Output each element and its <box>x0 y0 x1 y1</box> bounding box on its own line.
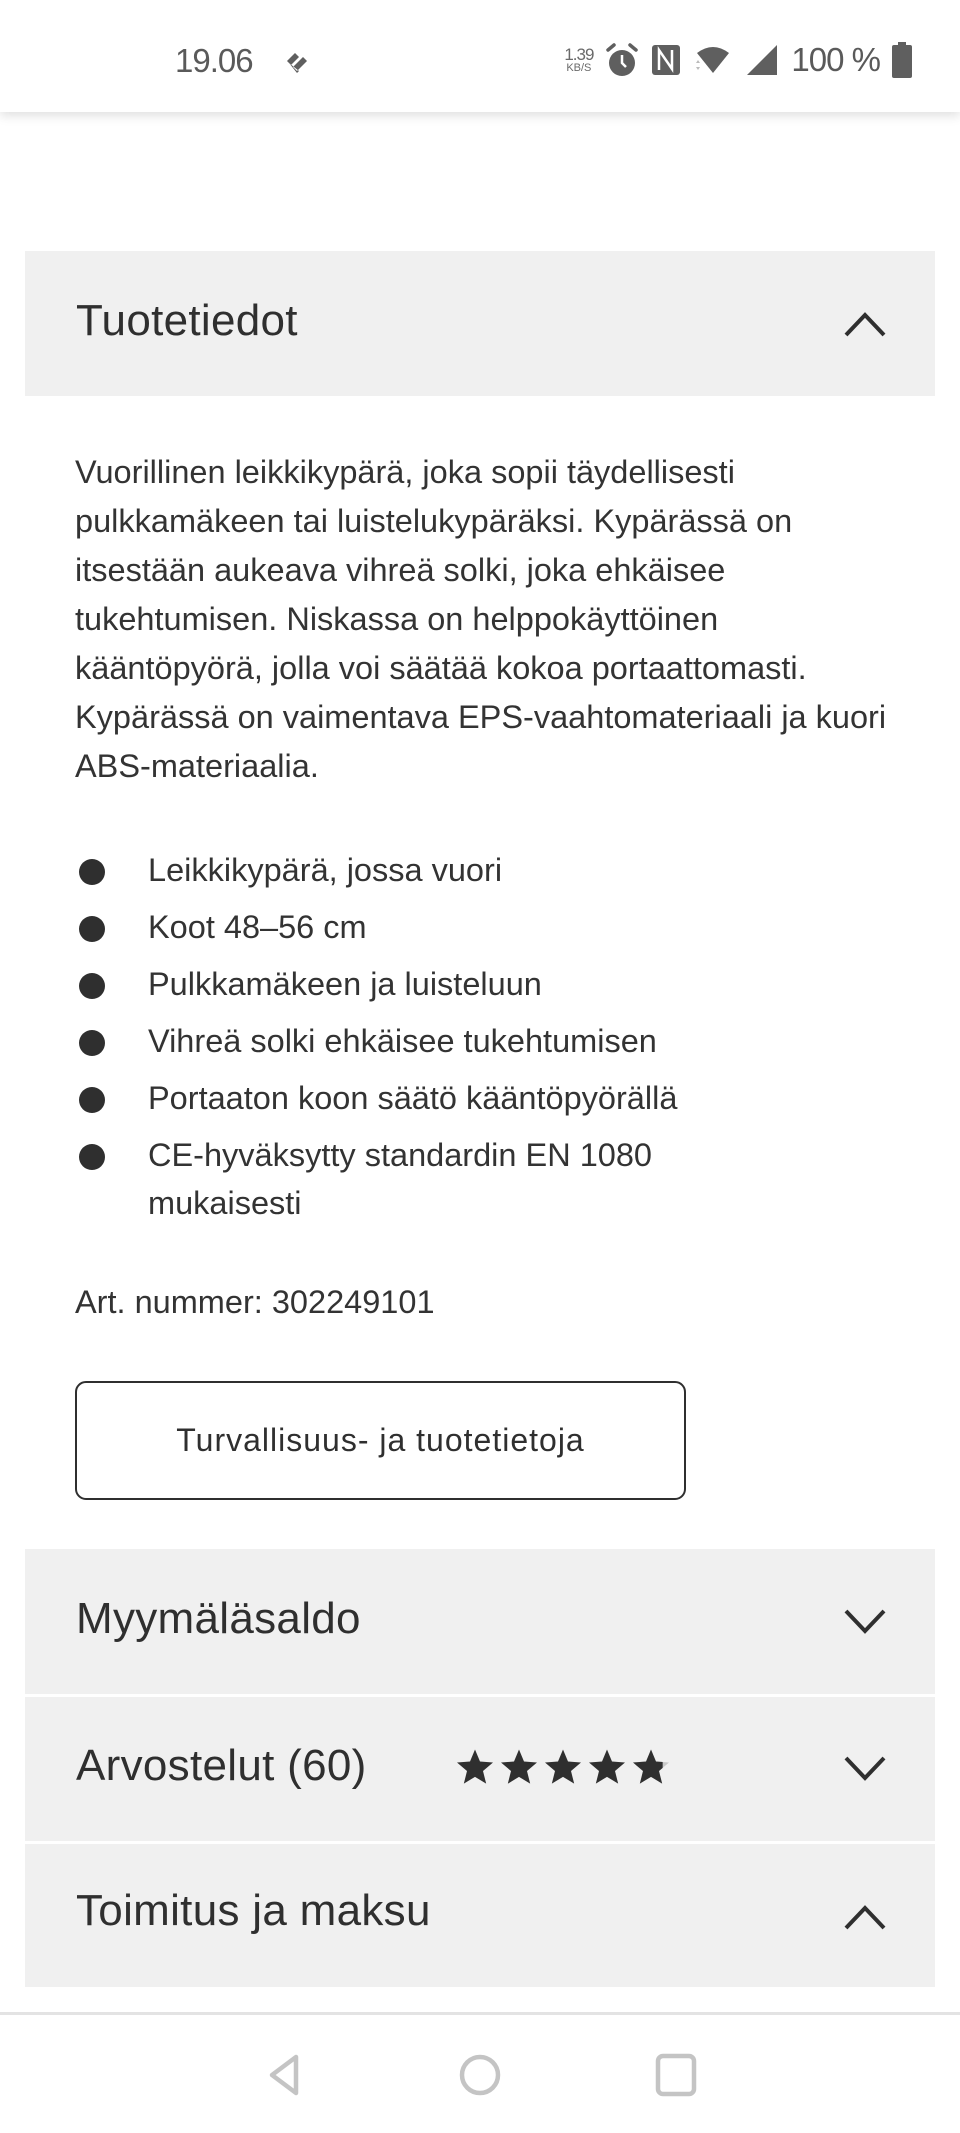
recents-icon[interactable] <box>654 2053 698 2097</box>
star-partial-icon <box>631 1747 671 1787</box>
star-full-icon <box>543 1747 583 1787</box>
cell-signal-icon <box>745 43 779 77</box>
bullet-icon <box>79 973 105 999</box>
accordion-title: Myymäläsaldo <box>76 1594 361 1643</box>
nfc-icon <box>651 44 681 76</box>
back-icon[interactable] <box>264 2053 308 2097</box>
wifi-icon <box>693 43 733 77</box>
accordion-title: Tuotetiedot <box>76 296 298 345</box>
status-icons <box>564 40 912 80</box>
feature-item: Portaaton koon säätö kääntöpyörällä <box>75 1074 895 1122</box>
feature-item: Pulkkamäkeen ja luisteluun <box>75 960 895 1008</box>
heart-app-icon <box>283 51 311 75</box>
accordion-delivery-payment[interactable] <box>25 1844 935 1987</box>
feature-item: Leikkikypärä, jossa vuori <box>75 846 895 894</box>
bullet-icon <box>79 1087 105 1113</box>
feature-item: Vihreä solki ehkäisee tukehtumisen <box>75 1017 895 1065</box>
star-full-icon <box>587 1747 627 1787</box>
chevron-down-icon[interactable] <box>843 1607 887 1637</box>
accordion-title: Toimitus ja maksu <box>76 1886 431 1935</box>
bullet-icon <box>79 1144 105 1170</box>
accordion-store-stock[interactable] <box>25 1549 935 1694</box>
feature-item: Koot 48–56 cm <box>75 903 895 951</box>
star-full-icon <box>455 1747 495 1787</box>
bullet-icon <box>79 916 105 942</box>
status-bar <box>0 0 960 112</box>
chevron-up-icon[interactable] <box>843 1902 887 1932</box>
network-speed: 1.39 KB/S <box>564 45 594 74</box>
bullet-icon <box>79 859 105 885</box>
safety-info-button[interactable]: Turvallisuus- ja tuotetietoja <box>75 1381 686 1500</box>
bullet-icon <box>79 1030 105 1056</box>
home-icon[interactable] <box>458 2053 502 2097</box>
accordion-title: Arvostelut (60) <box>76 1741 367 1790</box>
chevron-down-icon[interactable] <box>843 1754 887 1784</box>
battery-full-icon <box>892 42 912 78</box>
battery-percent: 100 % <box>791 41 880 78</box>
feature-item: CE-hyväksytty standardin EN 1080 mukaisesti <box>75 1131 755 1227</box>
star-rating <box>455 1747 671 1787</box>
status-time: 19.06 <box>175 42 253 79</box>
product-description: Vuorillinen leikkikypärä, joka sopii täydellisesti pulkkamäkeen tai luistelukypäräksi. Kypärässä on itsestään aukeava vihreä solki, joka ehkäisee tukehtumisen. Niskassa on helppokäyttöinen kääntöpyörä, jolla voi säätää kokoa portaattomasti. Kypärässä on vaimentava EPS-vaahtomateriaali ja kuori ABS-materiaalia. <box>75 454 887 784</box>
alarm-icon <box>605 42 639 78</box>
article-number: Art. nummer: 302249101 <box>75 1284 435 1320</box>
system-nav-bar <box>0 2015 960 2133</box>
chevron-up-icon[interactable] <box>843 309 887 339</box>
feature-list <box>75 846 895 1236</box>
star-full-icon <box>499 1747 539 1787</box>
accordion-product-info[interactable] <box>25 251 935 396</box>
